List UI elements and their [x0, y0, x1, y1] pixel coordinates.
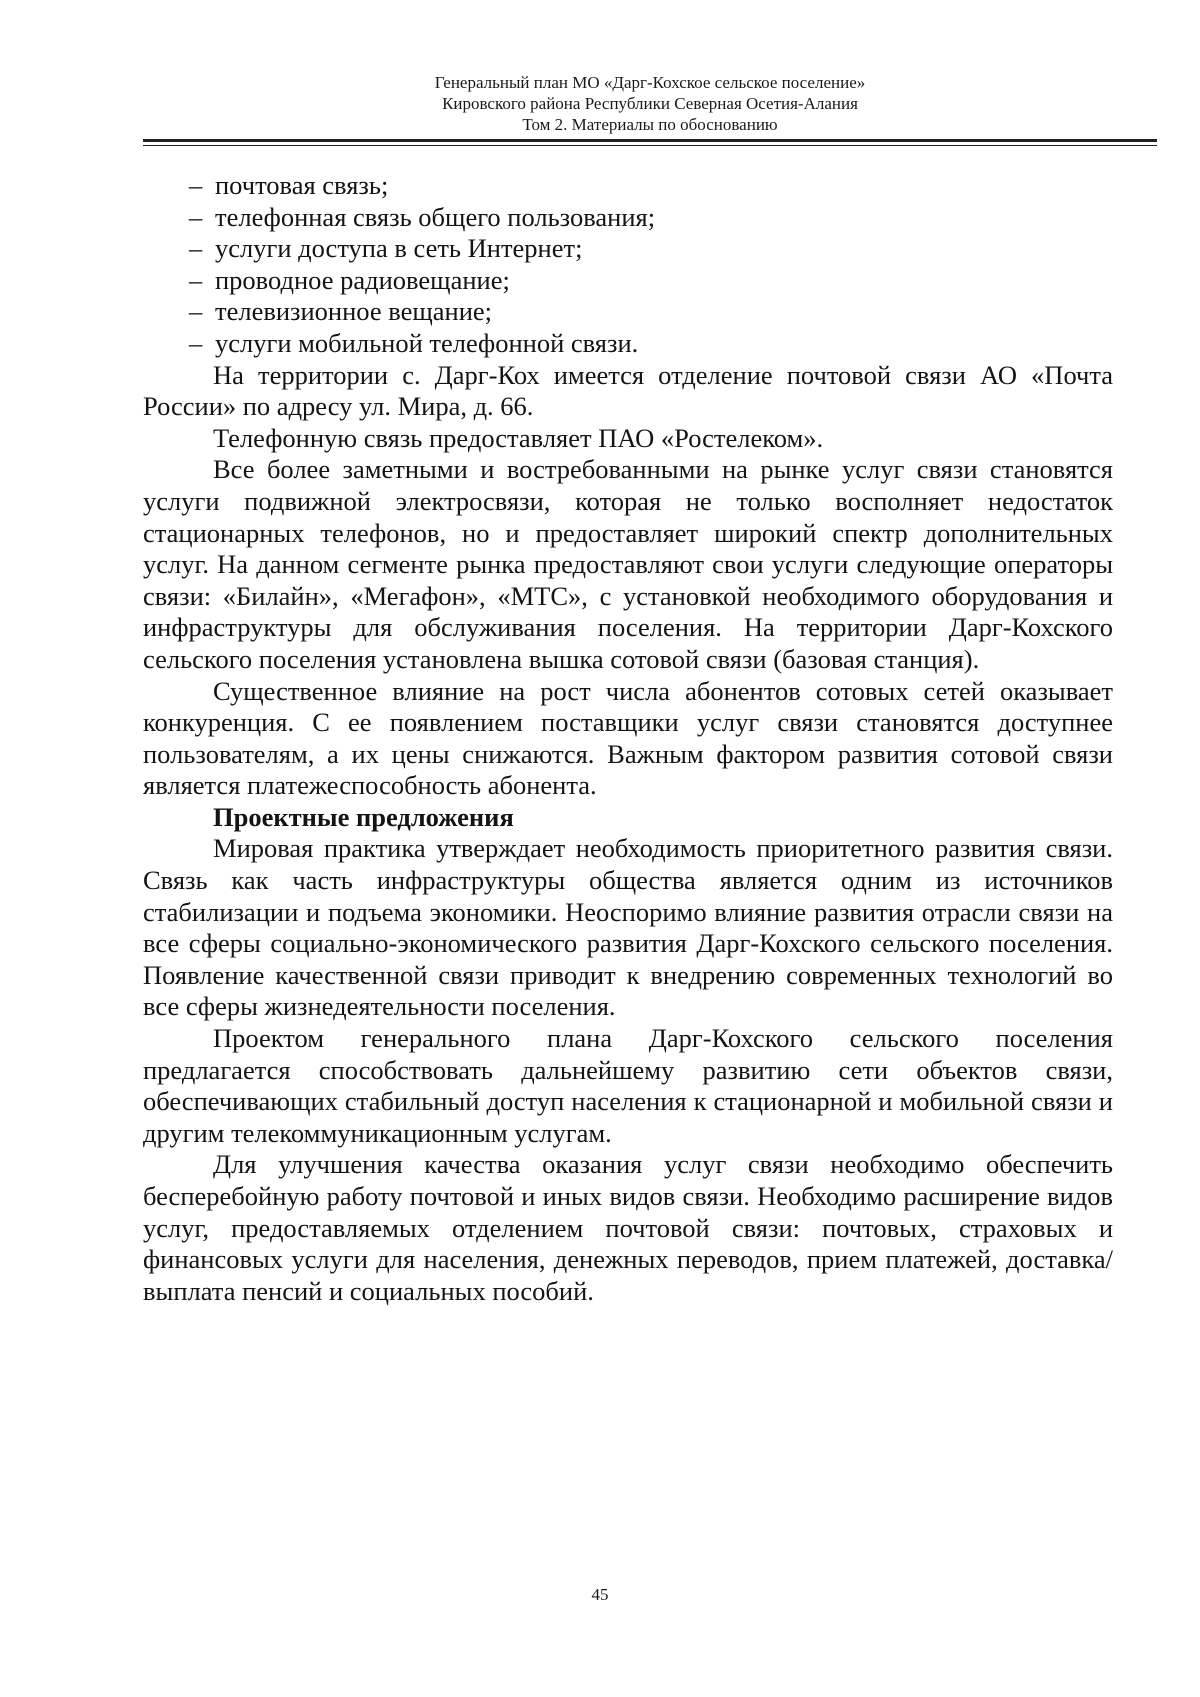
dash-marker: – — [189, 296, 203, 327]
list-item-text: услуги доступа в сеть Интернет; — [215, 233, 583, 264]
dash-marker: – — [189, 233, 203, 264]
paragraph-competition: Существенное влияние на рост числа абонентов сотовых сетей оказывает конкуренция. С ее появлением поставщики услуг связи становятся доступнее пользователям, а их цены снижаются. Важным фактором развития сотовой связи является платежеспособность абонента. — [143, 675, 1113, 801]
header-line-3: Том 2. Материалы по обоснованию — [522, 115, 778, 134]
page-header — [143, 72, 1157, 135]
paragraph-post-office: На территории с. Дарг-Кох имеется отделение почтовой связи АО «Почта России» по адресу ул. Мира, д. 66. — [143, 359, 1113, 422]
list-item — [143, 296, 1113, 328]
list-item-text: почтовая связь; — [215, 170, 389, 200]
paragraph-mobile-operators: Все более заметными и востребованными на рынке услуг связи становятся услуги подвижной электросвязи, которая не только восполняет недостаток стационарных телефонов, но и предоставляет широкий спектр дополнительных услуг. На данном сегменте рынка предоставляют свои услуги следующие операторы связи: «Билайн», «Мегафон», «МТС», с установкой необходимого оборудования и инфраструктуры для обслуживания поселения. На территории Дарг-Кохского сельского поселения установлена вышка сотовой связи (базовая станция). — [143, 454, 1113, 674]
dash-marker: – — [189, 201, 203, 232]
header-rule-thin — [143, 145, 1157, 146]
paragraph-world-practice: Мировая практика утверждает необходимость приоритетного развития связи. Связь как часть инфраструктуры общества является одним из источников стабилизации и подъема экономики. Неоспоримо влияние развития отрасли связи на все сферы социально-экономического развития Дарг-Кохского сельского поселения. Появление качественной связи приводит к внедрению современных технологий во все сферы жизнедеятельности поселения. — [143, 833, 1113, 1022]
list-item — [143, 233, 1113, 265]
list-item — [143, 170, 1113, 202]
list-item-text: телефонная связь общего пользования; — [215, 201, 656, 232]
list-item-text: телевизионное вещание; — [215, 296, 493, 327]
paragraph-service-quality: Для улучшения качества оказания услуг связи необходимо обеспечить бесперебойную работу почтовой и иных видов связи. Необходимо расширение видов услуг, предоставляемых отделением почтовой связи: почтовых, страховых и финансовых услуги для населения, денежных переводов, прием платежей, доставка/выплата пенсий и социальных пособий. — [143, 1149, 1113, 1306]
list-item — [143, 328, 1113, 360]
header-line-2: Кировского района Республики Северная Осетия-Алания — [442, 94, 858, 113]
header-rule-thick — [143, 139, 1157, 142]
list-item — [143, 265, 1113, 297]
list-item-text: проводное радиовещание; — [215, 264, 510, 295]
section-heading: Проектные предложения — [213, 801, 514, 832]
list-item-text: услуги мобильной телефонной связи. — [215, 327, 639, 358]
dash-marker: – — [189, 170, 203, 200]
paragraph-general-plan: Проектом генерального плана Дарг-Кохского сельского поселения предлагается способствовать дальнейшему развитию сети объектов связи, обеспечивающих стабильный доступ населения к стационарной и мобильной связи и другим телекоммуникационным услугам. — [143, 1023, 1113, 1148]
document-body — [143, 170, 1113, 1307]
header-line-1: Генеральный план МО «Дарг-Кохское сельское поселение» — [434, 73, 866, 92]
dash-marker: – — [189, 264, 203, 295]
page-number: 45 — [591, 1585, 609, 1604]
paragraph-telephone: Телефонную связь предоставляет ПАО «Ростелеком». — [213, 422, 824, 453]
dash-marker: – — [189, 327, 203, 358]
list-item — [143, 202, 1113, 234]
